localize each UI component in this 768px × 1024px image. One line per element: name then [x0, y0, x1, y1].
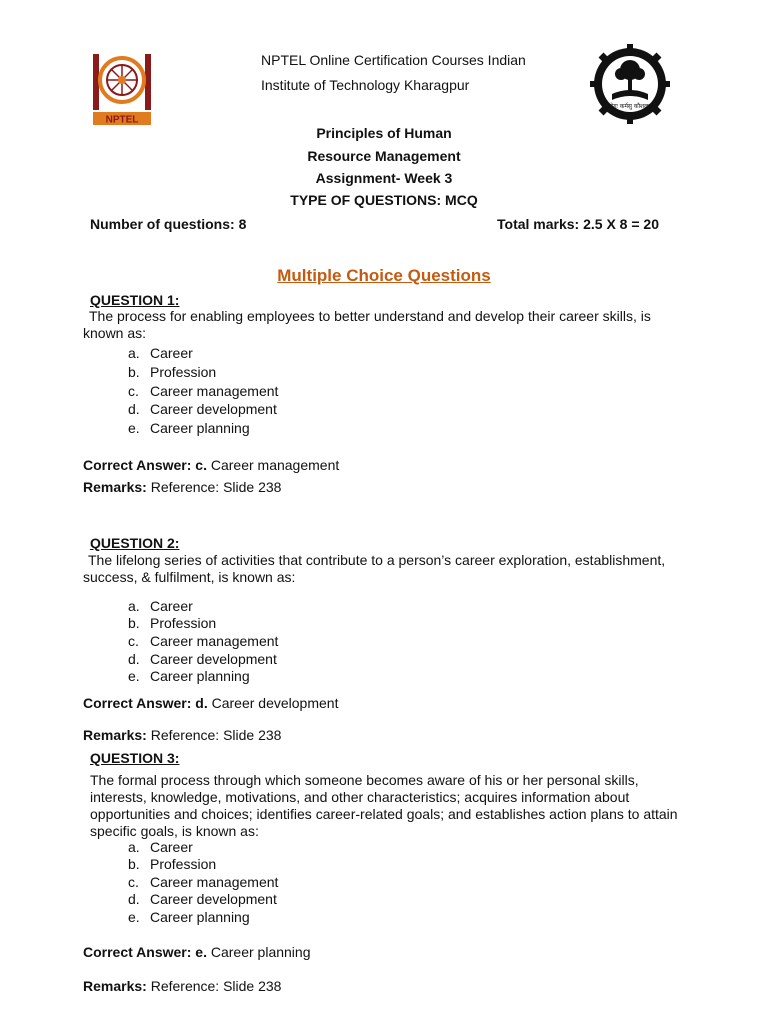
- question-1-option-e: e. Career planning: [128, 420, 250, 436]
- institution-line-2: Institute of Technology Kharagpur: [261, 77, 470, 93]
- question-1-option-c: c. Career management: [128, 383, 279, 399]
- number-of-questions-value: : 8: [230, 216, 247, 232]
- question-3-answer: Correct Answer: e. Career planning: [83, 944, 311, 960]
- nptel-logo: [88, 50, 156, 128]
- question-3-title: QUESTION 3:: [90, 750, 180, 766]
- total-marks: Total marks: 2.5 X 8 = 20: [497, 216, 659, 232]
- iit-logo-text: योगः कर्मसु कौशलम्: [608, 103, 652, 110]
- question-3-option-e: e. Career planning: [128, 909, 250, 925]
- question-2-option-b: b. Profession: [128, 615, 217, 631]
- question-1-title: QUESTION 1:: [90, 292, 180, 308]
- question-3-remarks: Remarks: Reference: Slide 238: [83, 978, 282, 994]
- iit-kharagpur-logo: [590, 44, 670, 126]
- question-2-answer: Correct Answer: d. Career development: [83, 695, 339, 711]
- question-2-option-a: a. Career: [128, 598, 193, 614]
- question-1-option-b: b. Profession: [128, 364, 217, 380]
- section-title: Multiple Choice Questions: [277, 266, 491, 285]
- course-title-line-1: Principles of Human: [316, 125, 452, 141]
- course-title-line-2: Resource Management: [307, 148, 461, 164]
- question-1-text: The process for enabling employees to better understand and develop their career skills, is known as:: [83, 308, 651, 341]
- question-3-option-a: a. Career: [128, 839, 193, 855]
- question-2-remarks: Remarks: Reference: Slide 238: [83, 727, 282, 743]
- question-3-text: The formal process through which someone becomes aware of his or her personal skills, interests, knowledge, motivations, and other characteristics; acquires information about opportunities and choices; identifies career-related goals; and establishes action plans to attain specific goals, is known as:: [90, 772, 678, 839]
- question-2-text: The lifelong series of activities that contribute to a person’s career exploration, establishment, success, & fulfilment, is known as:: [83, 552, 666, 585]
- number-of-questions: [90, 216, 246, 232]
- nptel-logo-text: NPTEL: [105, 114, 139, 126]
- question-3-option-d: d. Career development: [128, 891, 277, 907]
- question-2-option-c: c. Career management: [128, 633, 279, 649]
- assignment-title: Assignment- Week 3: [315, 170, 453, 186]
- number-of-questions-label: Number of questions: [90, 216, 231, 232]
- question-1-answer: Correct Answer: c. Career management: [83, 457, 340, 473]
- institution-line-1: NPTEL Online Certification Courses Indian: [261, 52, 526, 68]
- question-1-option-a: a. Career: [128, 345, 193, 361]
- question-2-title: QUESTION 2:: [90, 535, 180, 551]
- question-2-option-e: e. Career planning: [128, 668, 250, 684]
- question-1-remarks: Remarks: Reference: Slide 238: [83, 479, 282, 495]
- question-3-option-c: c. Career management: [128, 874, 279, 890]
- question-3-option-b: b. Profession: [128, 856, 217, 872]
- question-1-option-d: d. Career development: [128, 401, 277, 417]
- question-type: TYPE OF QUESTIONS: MCQ: [290, 192, 478, 208]
- question-2-option-d: d. Career development: [128, 651, 277, 667]
